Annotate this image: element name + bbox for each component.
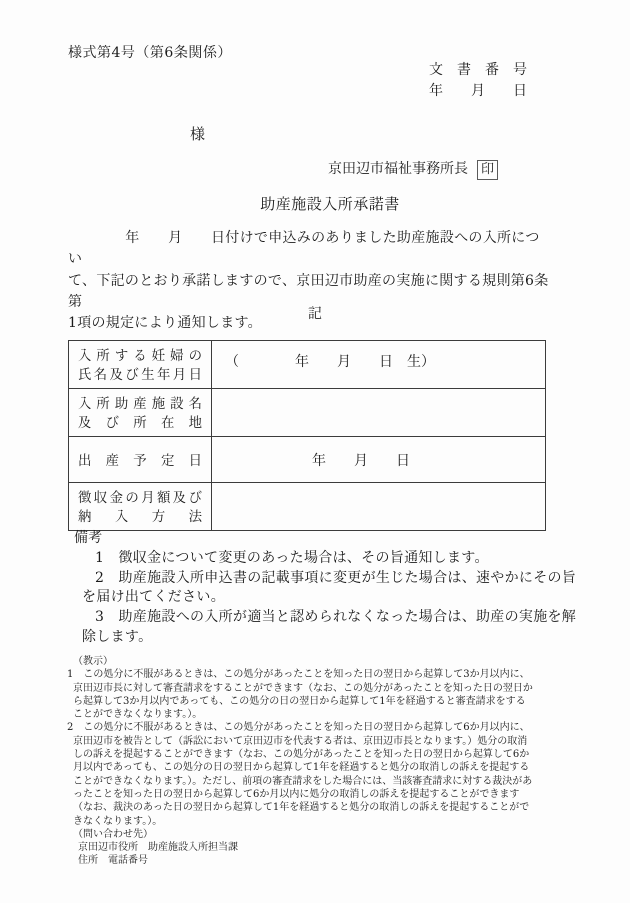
contact-heading: （問い合わせ先）: [73, 828, 153, 840]
remarks-section: [74, 529, 576, 648]
record-mark: 記: [308, 306, 322, 322]
row-label-cell: [69, 483, 212, 531]
stamp-box: 印: [477, 160, 498, 180]
row-label-line: 出産予定日: [78, 453, 202, 469]
contact-line: 京田辺市役所 助産施設入所担当課: [78, 842, 238, 854]
instruction-line: 京田辺市を被告として（訴訟において京田辺市を代表する者は、京田辺市長となります。）処分の取消: [73, 735, 528, 747]
instruction-line: ったことを知った日の翌日から起算して6か月以内に処分の取消しの訴えを提起することができます: [73, 788, 520, 800]
instruction-line: 京田辺市長に対して審査請求をすることができます（なお、この処分があったことを知った日の翌日か: [73, 682, 533, 694]
row-value-cell: [212, 437, 546, 483]
remark-item: 1 徴収金について変更のあった場合は、その旨通知します。: [95, 549, 489, 566]
table-row-monthly-fee: [69, 483, 546, 531]
instruction-line: しの訴えを提起することができます（なお、この処分があったことを知った日の翌日から起算して6か: [73, 749, 530, 761]
remark-item: 2 助産施設入所申込書の記載事項に変更が生じた場合は、速やかにその旨: [95, 569, 577, 586]
table-row-due-date: [69, 437, 546, 483]
row-label-line: 納入方法: [78, 510, 202, 525]
body-line: 年 月 日付けで申込みのありました助産施設への入所につい: [68, 230, 540, 268]
row-value-cell: [212, 389, 546, 437]
row-value-cell: [212, 341, 546, 389]
form-number: 様式第4号（第6条関係）: [68, 45, 232, 61]
doc-date-label: 年 月 日: [429, 83, 527, 99]
remark-item-continuation: を届け出てください。: [82, 589, 225, 606]
instruction-line: （なお、裁決のあった日の翌日から起算して1年を経過すると処分の取消しの訴えを提起することがで: [73, 802, 530, 814]
contact-line: 住所 電話番号: [78, 855, 148, 867]
instruction-line: 1 この処分に不服があるときは、この処分があったことを知った日の翌日から起算して3か月以内に、: [67, 669, 530, 681]
issuer-line: [328, 158, 498, 180]
row-label-cell: [69, 437, 212, 483]
row-label-line: 徴収金の月額及び: [78, 491, 202, 506]
admission-detail-table: [68, 340, 546, 531]
instruction-line: ら起算して3か月以内であっても、この処分の日の翌日から起算して1年を経過すると審査請求をする: [73, 695, 526, 707]
row-label-cell: [69, 341, 212, 389]
instruction-heading: （教示）: [73, 656, 113, 667]
remark-item-continuation: 除します。: [82, 628, 153, 645]
birthdate-placeholder: （ 年 月 日 生）: [225, 354, 435, 370]
body-line: て、下記のとおり承諾しますので、京田辺市助産の実施に関する規則第6条第: [68, 272, 549, 310]
instruction-line: ことができなくなります。）。ただし、前項の審査請求をした場合には、当該審査請求に対する裁決があ: [73, 775, 533, 787]
row-label-line: 及び所在地: [78, 416, 202, 431]
table-row-facility: [69, 389, 546, 437]
row-label-line: 氏名及び生年月日: [78, 368, 202, 383]
row-label-line: 入所する妊婦の: [78, 349, 202, 364]
table-row-pregnant-woman: [69, 341, 546, 389]
instruction-line: ことができなくなります。）。: [73, 709, 203, 721]
body-line: 1項の規定により通知します。: [68, 315, 262, 332]
row-value-cell: [212, 483, 546, 531]
instruction-line: 2 この処分に不服があるときは、この処分があったことを知った日の翌日から起算して6か月以内に、: [67, 722, 530, 734]
row-label-line: 入所助産施設名: [78, 397, 202, 412]
document-header-right: [429, 60, 527, 102]
due-date-placeholder: 年 月 日: [312, 452, 410, 469]
issuer-title: 京田辺市福祉事務所長: [328, 161, 468, 177]
instruction-line: きなくなります。）。: [73, 815, 163, 827]
remarks-heading: 備考: [74, 530, 103, 546]
page-title: 助産施設入所承諾書: [260, 195, 400, 213]
instruction-line: 月以内であっても、この処分の日の翌日から起算して1年を経過すると処分の取消しの訴えを提起する: [73, 762, 530, 774]
row-label-cell: [69, 389, 212, 437]
remark-item: 3 助産施設への入所が適当と認められなくなった場合は、助産の実施を解: [95, 609, 577, 626]
doc-number-label: 文 書 番 号: [429, 62, 527, 78]
appeal-instruction-section: [67, 655, 533, 868]
addressee-line: 様: [190, 125, 206, 143]
